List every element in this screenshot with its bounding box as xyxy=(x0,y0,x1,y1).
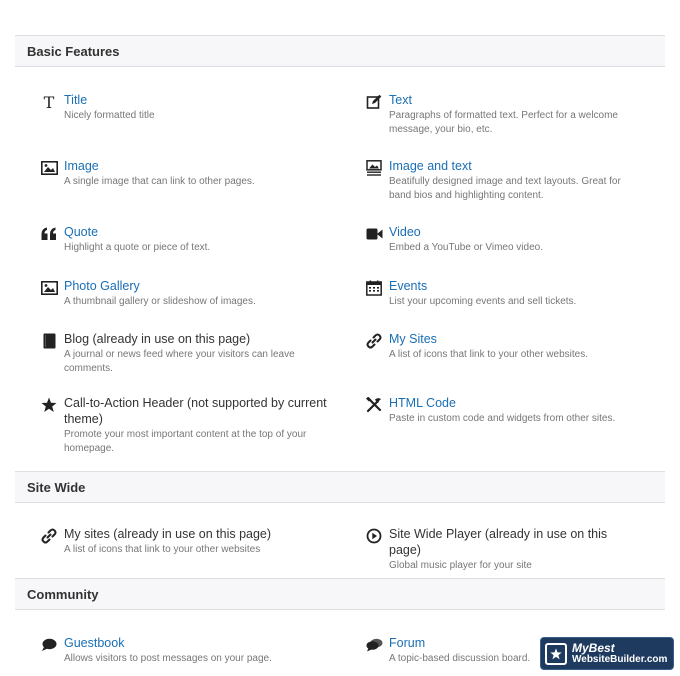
feature-description: Global music player for your site xyxy=(389,560,532,571)
svg-text:T: T xyxy=(43,94,55,110)
star-icon xyxy=(40,396,58,414)
feature-title-label[interactable]: Image xyxy=(64,159,99,173)
feature-my-sites[interactable] xyxy=(389,331,639,362)
feature-title-label: Call-to-Action Header (not supported by current theme) xyxy=(64,396,327,426)
feature-text[interactable] xyxy=(389,92,639,136)
feature-title[interactable] xyxy=(43,92,334,123)
feature-title-label[interactable]: Text xyxy=(389,93,412,107)
section-title: Community xyxy=(27,587,99,602)
book-icon xyxy=(40,332,58,350)
feature-title-label[interactable]: Video xyxy=(389,225,421,239)
feature-description: Beatifully designed image and text layouts. Great for band bios and highlighting content. xyxy=(389,176,621,201)
quote-icon xyxy=(40,225,58,243)
feature-description: A topic-based discussion board. xyxy=(389,653,531,664)
feature-video[interactable] xyxy=(389,224,639,255)
feature-description: A single image that can link to other pages. xyxy=(64,176,255,187)
feature-description: Paragraphs of formatted text. Perfect for a welcome message, your bio, etc. xyxy=(389,110,618,135)
logo-line-1: MyBest xyxy=(572,640,615,655)
section-header-community xyxy=(15,578,665,610)
feature-description: A journal or news feed where your visitors can leave comments. xyxy=(64,349,295,374)
tools-icon xyxy=(365,396,383,414)
feature-guestbook[interactable] xyxy=(64,635,334,666)
feature-title-label[interactable]: Guestbook xyxy=(64,636,125,650)
feature-image-and-text[interactable] xyxy=(389,158,639,202)
feature-description: Allows visitors to post messages on your page. xyxy=(64,653,272,664)
feature-description: List your upcoming events and sell tickets. xyxy=(389,296,577,307)
feature-description: A thumbnail gallery or slideshow of images. xyxy=(64,296,256,307)
feature-title-label: Site Wide Player (already in use on this page) xyxy=(389,527,608,557)
play-circle-icon xyxy=(365,527,383,545)
feature-site-wide-player xyxy=(389,526,639,573)
image-icon xyxy=(40,159,58,177)
link-icon xyxy=(365,332,383,350)
feature-description: A list of icons that link to your other websites xyxy=(64,544,261,555)
speech-bubble-icon xyxy=(40,636,58,654)
feature-title-label[interactable]: Photo Gallery xyxy=(64,279,140,293)
feature-html-code[interactable] xyxy=(389,395,639,426)
logo-line-2: WebsiteBuilder.com xyxy=(572,653,668,665)
speech-bubbles-icon xyxy=(365,636,383,654)
feature-forum[interactable] xyxy=(389,635,539,666)
video-icon xyxy=(365,225,383,243)
feature-description: Paste in custom code and widgets from other sites. xyxy=(389,413,616,424)
feature-title-label[interactable]: Events xyxy=(389,279,428,293)
link-icon xyxy=(40,527,58,545)
feature-description: Embed a YouTube or Vimeo video. xyxy=(389,242,543,253)
feature-title-label[interactable]: Image and text xyxy=(389,159,472,173)
calendar-icon xyxy=(365,279,383,297)
feature-image[interactable] xyxy=(64,158,334,189)
feature-description: Highlight a quote or piece of text. xyxy=(64,242,211,253)
feature-blog xyxy=(64,331,334,375)
feature-description: Promote your most important content at the top of your homepage. xyxy=(64,429,307,454)
section-header-site-wide xyxy=(15,471,665,503)
image-text-icon xyxy=(365,159,383,177)
feature-title-label: Blog (already in use on this page) xyxy=(64,332,251,346)
feature-my-sites-site-wide xyxy=(64,526,334,557)
feature-title-label: My sites (already in use on this page) xyxy=(64,527,272,541)
image-icon xyxy=(40,279,58,297)
monitor-star-icon xyxy=(545,643,567,665)
feature-quote[interactable] xyxy=(64,224,334,255)
feature-title-label[interactable]: Quote xyxy=(64,225,99,239)
feature-description: Nicely formatted title xyxy=(64,110,155,121)
edit-icon xyxy=(365,93,383,111)
feature-title-label[interactable]: My Sites xyxy=(389,332,437,346)
title-icon xyxy=(40,93,58,111)
feature-title-label[interactable]: Forum xyxy=(389,636,426,650)
feature-call-to-action-header xyxy=(64,395,334,455)
feature-description: A list of icons that link to your other websites. xyxy=(389,349,588,360)
section-title: Site Wide xyxy=(27,480,86,495)
mybestwebsitebuilder-logo xyxy=(540,637,674,670)
section-title: Basic Features xyxy=(27,44,120,59)
feature-title-label[interactable]: HTML Code xyxy=(389,396,456,410)
feature-title-label[interactable]: Title xyxy=(64,93,88,107)
section-header-basic-features xyxy=(15,35,665,67)
feature-events[interactable] xyxy=(389,278,639,309)
feature-photo-gallery[interactable] xyxy=(64,278,334,309)
